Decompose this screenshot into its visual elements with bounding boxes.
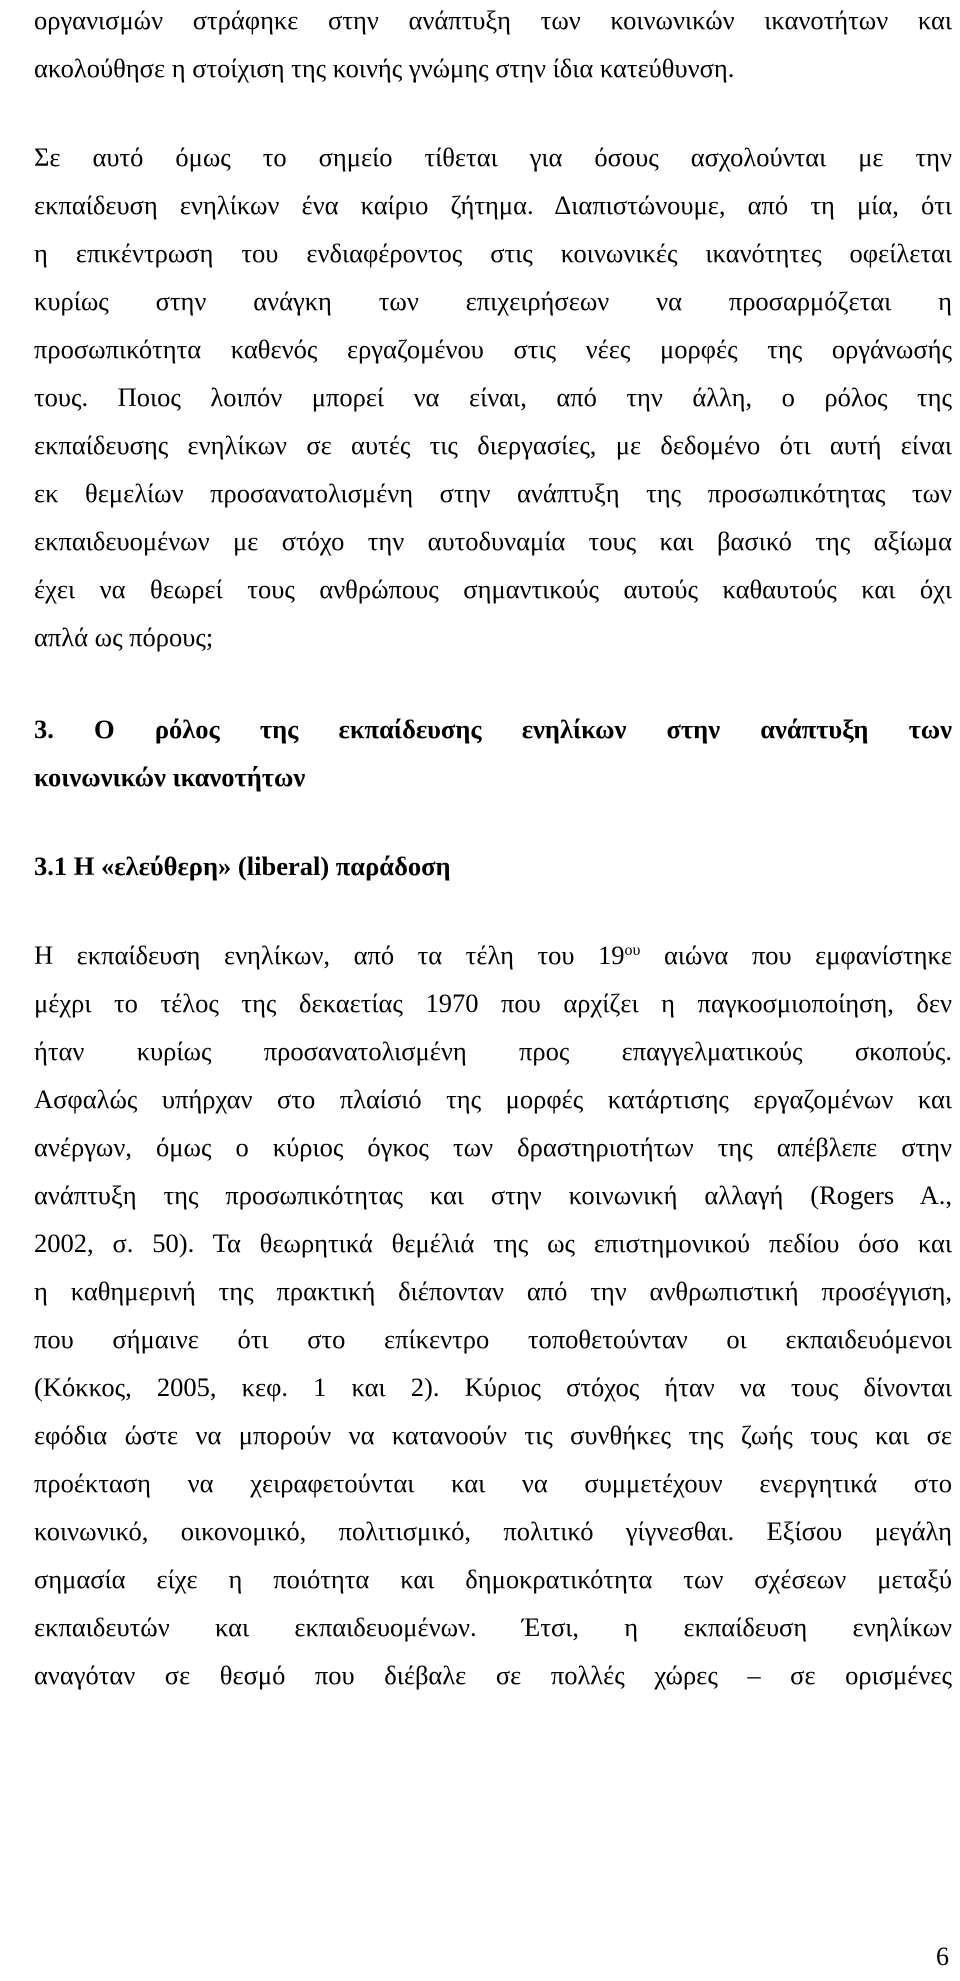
document-page xyxy=(34,0,960,1981)
text-line: οργανισμών στράφηκε στην ανάπτυξη των κοινωνικών ικανοτήτων και xyxy=(34,5,952,35)
text-line: η καθημερινή της πρακτική διέπονταν από την ανθρωπιστική προσέγγιση, xyxy=(34,1276,952,1306)
text-line: ήταν κυρίως προσανατολισμένη προς επαγγελματικούς σκοπούς. xyxy=(34,1036,952,1066)
text-line: κοινωνικό, οικονομικό, πολιτισμικό, πολιτικό γίγνεσθαι. Εξίσου μεγάλη xyxy=(34,1516,952,1546)
text-line: εκπαίδευσης ενηλίκων σε αυτές τις διεργασίες, με δεδομένο ότι αυτή είναι xyxy=(34,430,952,460)
text-line: εκπαιδευτών και εκπαιδευομένων. Έτσι, η εκπαίδευση ενηλίκων xyxy=(34,1612,952,1642)
text-line: αναγόταν σε θεσμό που διέβαλε σε πολλές χώρες – σε ορισμένες xyxy=(34,1660,952,1690)
text-line xyxy=(34,935,952,975)
text-line: ανάπτυξη της προσωπικότητας και στην κοινωνική αλλαγή (Rogers A., xyxy=(34,1180,952,1210)
text-line: ανέργων, όμως ο κύριος όγκος των δραστηριοτήτων της απέβλεπε στην xyxy=(34,1132,952,1162)
text-line: Ασφαλώς υπήρχαν στο πλαίσιό της μορφές κατάρτισης εργαζομένων και xyxy=(34,1084,952,1114)
text-line: (Κόκκος, 2005, κεφ. 1 και 2). Κύριος στόχος ήταν να τους δίνονται xyxy=(34,1372,952,1402)
text-line: εφόδια ώστε να μπορούν να κατανοούν τις συνθήκες της ζωής τους και σε xyxy=(34,1420,952,1450)
text-line: Σε αυτό όμως το σημείο τίθεται για όσους ασχολούνται με την xyxy=(34,142,952,172)
text-line: η επικέντρωση του ενδιαφέροντος στις κοινωνικές ικανότητες οφείλεται xyxy=(34,238,952,268)
text-line: εκπαίδευση ενηλίκων ένα καίριο ζήτημα. Διαπιστώνουμε, από τη μία, ότι xyxy=(34,190,952,220)
heading-line: 3. Ο ρόλος της εκπαίδευσης ενηλίκων στην ανάπτυξη των xyxy=(34,714,952,744)
text-fragment: αιώνα που εμφανίστηκε xyxy=(663,940,952,970)
text-line: τους. Ποιος λοιπόν μπορεί να είναι, από την άλλη, ο ρόλος της xyxy=(34,382,952,412)
text-line: απλά ως πόρους; xyxy=(34,622,214,652)
text-line: μέχρι το τέλος της δεκαετίας 1970 που αρχίζει η παγκοσμιοποίηση, δεν xyxy=(34,988,952,1018)
text-line: εκπαιδευομένων με στόχο την αυτοδυναμία τους και βασικό της αξίωμα xyxy=(34,526,952,556)
text-line: κυρίως στην ανάγκη των επιχειρήσεων να προσαρμόζεται η xyxy=(34,286,952,316)
text-line: προσωπικότητα καθενός εργαζομένου στις νέες μορφές της οργάνωσής xyxy=(34,334,952,364)
text-line: προέκταση να χειραφετούνται και να συμμετέχουν ενεργητικά στο xyxy=(34,1468,952,1498)
text-line: 2002, σ. 50). Τα θεωρητικά θεμέλιά της ως επιστημονικού πεδίου όσο και xyxy=(34,1228,952,1258)
page-number: 6 xyxy=(936,1942,949,1971)
text-line: που σήμαινε ότι στο επίκεντρο τοποθετούνταν οι εκπαιδευόμενοι xyxy=(34,1324,952,1354)
text-line: εκ θεμελίων προσανατολισμένη στην ανάπτυξη της προσωπικότητας των xyxy=(34,478,952,508)
heading-line: 3.1 Η «ελεύθερη» (liberal) παράδοση xyxy=(34,851,451,881)
text-line: έχει να θεωρεί τους ανθρώπους σημαντικούς αυτούς καθαυτούς και όχι xyxy=(34,574,952,604)
text-line: σημασία είχε η ποιότητα και δημοκρατικότητα των σχέσεων μεταξύ xyxy=(34,1564,952,1594)
text-line: ακολούθησε η στοίχιση της κοινής γνώμης στην ίδια κατεύθυνση. xyxy=(34,53,735,83)
text-fragment: Η εκπαίδευση ενηλίκων, από τα τέλη του 19 xyxy=(34,940,625,970)
heading-line: κοινωνικών ικανοτήτων xyxy=(34,762,306,792)
superscript: ου xyxy=(624,942,641,959)
